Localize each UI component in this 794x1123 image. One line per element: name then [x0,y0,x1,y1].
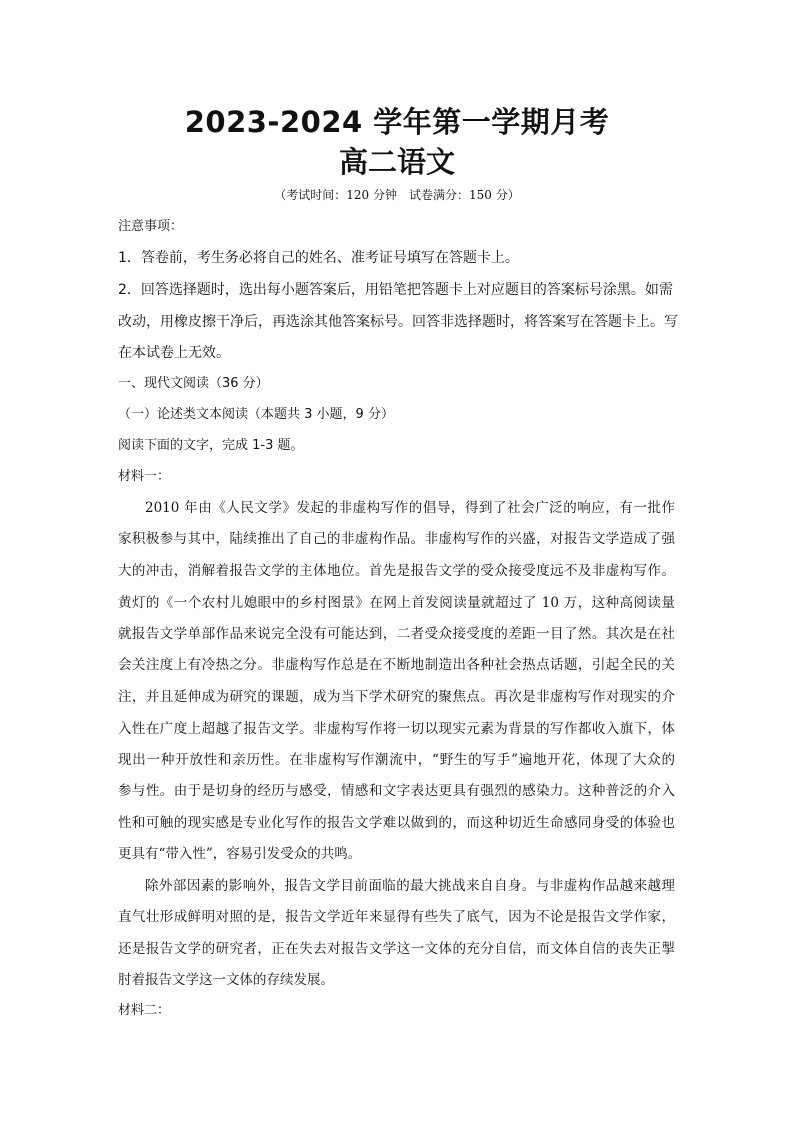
exam-title: 2023-2024 学年第一学期月考 [184,105,610,139]
section-heading: 一、现代文阅读（36 分） [118,376,269,391]
notes-heading: 注意事项： [118,219,184,234]
material-1-paragraph-1-line: 家积极参与其中，陆续推出了自己的非虚构作品。非虚构写作的兴盛，对报告文学造成了强 [118,531,675,547]
note-item-1: 1．答卷前，考生务必将自己的姓名、准考证号填写在答题卡上。 [118,250,519,266]
material-1-paragraph-2-line: 直气壮形成鲜明对照的是，报告文学近年来显得有些失了底气，因为不论是报告文学作家， [118,909,675,925]
material-1-paragraph-1-line: 现出一种开放性和亲历性。在非虚构写作潮流中，“野生的写手”遍地开花，体现了大众的 [118,752,675,768]
material-1-paragraph-1-line: 更具有“带入性”，容易引发受众的共鸣。 [118,846,362,862]
material-1-label: 材料一： [118,469,171,484]
material-1-paragraph-1-line: 大的冲击，消解着报告文学的主体地位。首先是报告文学的受众接受度远不及非虚构写作。 [118,563,675,579]
note-item-2-line: 2．回答选择题时，选出每小题答案后，用铅笔把答题卡上对应题目的答案标号涂黑。如需 [118,282,673,298]
material-2-label: 材料二： [118,1003,171,1018]
material-1-paragraph-1-line: 注，并且延伸成为研究的课题，成为当下学术研究的聚焦点。再次是非虚构写作对现实的介 [118,689,675,705]
material-1-paragraph-1-line: 会关注度上有冷热之分。非虚构写作总是在不断地制造出各种社会热点话题，引起全民的关 [118,657,675,673]
material-1-paragraph-2-line: 肘着报告文学这一文体的存续发展。 [118,972,334,988]
material-1-paragraph-1-line: 入性在广度上超越了报告文学。非虚构写作将一切以现实元素为背景的写作都收入旗下，体 [118,721,675,737]
exam-subject: 高二语文 [338,145,455,179]
material-1-paragraph-2-line: 除外部因素的影响外，报告文学目前面临的最大挑战来自自身。与非虚构作品越来越理 [145,878,675,894]
material-1-paragraph-2-line: 还是报告文学的研究者，正在失去对报告文学这一文体的充分自信，而文体自信的丧失正掣 [118,941,675,957]
note-item-2-line: 改动，用橡皮擦干净后，再选涂其他答案标号。回答非选择题时，将答案写在答题卡上。写 [118,314,678,330]
exam-info: （考试时间：120 分钟 试卷满分：150 分） [274,188,520,202]
material-1-paragraph-1-line: 性和可触的现实感是专业化写作的报告文学难以做到的，而这种切近生命感同身受的体验也 [118,815,675,831]
section-subheading: （一）论述类文本阅读（本题共 3 小题，9 分） [118,407,394,422]
note-item-2-line: 在本试卷上无效。 [118,345,230,361]
material-1-paragraph-1-line: 黄灯的《一个农村儿媳眼中的乡村图景》在网上首发阅读量就超过了 10 万，这种高阅读量 [118,595,675,611]
material-1-paragraph-1-line: 就报告文学单部作品来说完全没有可能达到，二者受众接受度的差距一目了然。其次是在社 [118,626,675,642]
material-1-paragraph-1-line: 2010 年由《人民文学》发起的非虚构写作的倡导，得到了社会广泛的响应，有一批作 [145,500,675,516]
section-instruction: 阅读下面的文字，完成 1-3 题。 [118,438,304,453]
material-1-paragraph-1-line: 参与性。由于是切身的经历与感受，情感和文字表达更具有强烈的感染力。这种普泛的介入 [118,783,675,799]
